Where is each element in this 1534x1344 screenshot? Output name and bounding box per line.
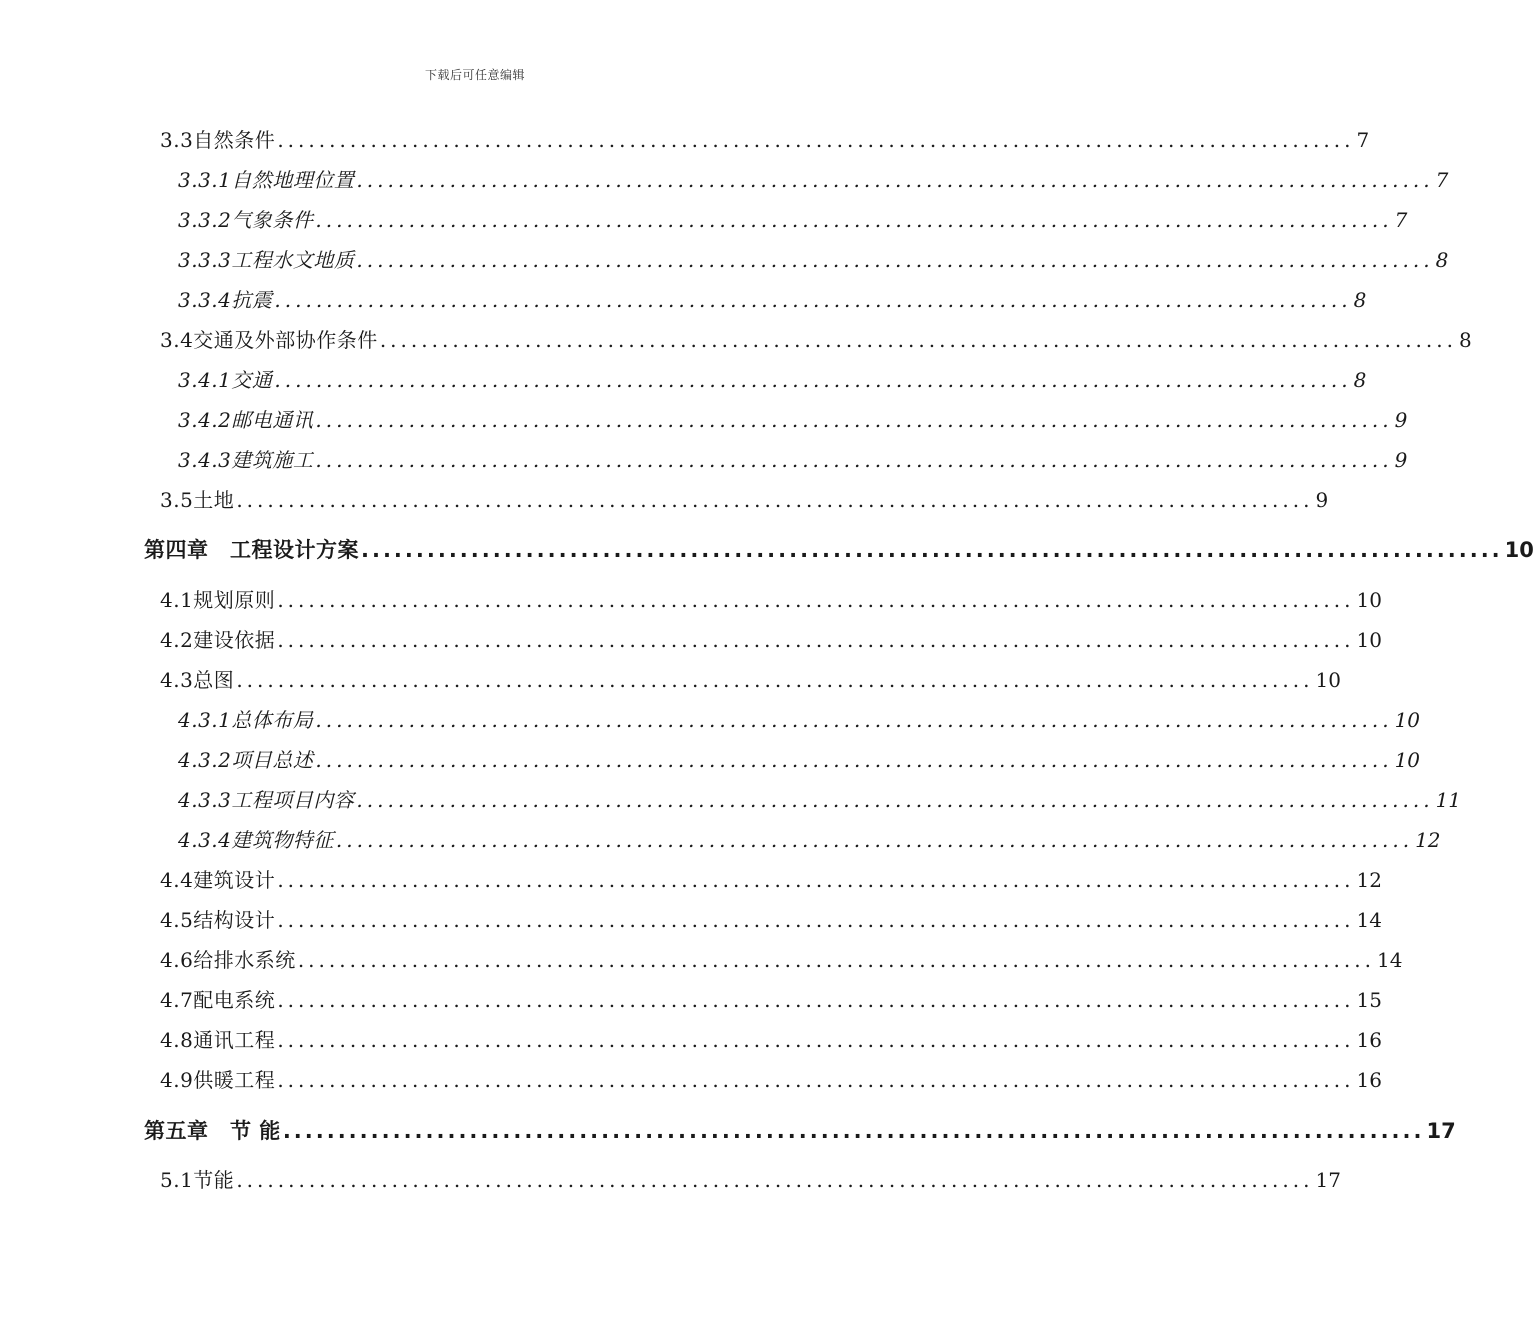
- toc-entry-label: 3.3.4抗震: [178, 288, 273, 312]
- toc-leader-dots: ........................................................................................................: [274, 368, 1352, 392]
- toc-entry-page: 11: [1435, 788, 1462, 812]
- toc-entry-label: 4.7配电系统: [160, 988, 276, 1012]
- toc-entry-label: 4.1规划原则: [160, 588, 276, 612]
- toc-leader-dots: ........................................................................................................: [379, 328, 1457, 352]
- toc-entry-label: 4.3总图: [160, 668, 235, 692]
- toc-entry[interactable]: [178, 744, 1421, 773]
- toc-entry-page: 10: [1394, 748, 1421, 772]
- toc-leader-dots: ........................................................................................................: [236, 1168, 1314, 1192]
- toc-entry-page: 10: [1356, 588, 1382, 612]
- toc-entry-page: 7: [1435, 168, 1449, 192]
- toc-entry-label: 4.5结构设计: [160, 908, 276, 932]
- toc-entry-page: 12: [1415, 828, 1441, 852]
- toc-entry-label: 4.3.1总体布局: [178, 708, 314, 732]
- toc-leader-dots: ........................................................................................................: [356, 788, 1434, 812]
- toc-entry-page: 10: [1356, 628, 1382, 652]
- toc-entry-label: 4.3.2项目总述: [178, 748, 314, 772]
- toc-entry[interactable]: [160, 904, 1382, 933]
- toc-leader-dots: ........................................................................................................: [315, 208, 1393, 232]
- toc-leader-dots: ........................................................................................................: [236, 488, 1314, 512]
- toc-entry-page: 9: [1394, 408, 1408, 432]
- toc-entry[interactable]: [160, 1064, 1382, 1093]
- toc-entry[interactable]: [178, 284, 1367, 313]
- toc-entry-label: 3.3.3工程水文地质: [178, 248, 355, 272]
- toc-entry-label: 3.3自然条件: [160, 128, 276, 152]
- toc-entry[interactable]: [178, 704, 1421, 733]
- toc-leader-dots: ........................................................................................................: [277, 1068, 1355, 1092]
- toc-chapter-page: 10: [1504, 538, 1534, 562]
- toc-entry[interactable]: [178, 824, 1441, 853]
- toc-entry-page: 9: [1315, 488, 1329, 512]
- toc-entry[interactable]: [160, 624, 1382, 653]
- toc-entry[interactable]: [160, 864, 1382, 893]
- toc-entry[interactable]: [178, 404, 1408, 433]
- toc-entry[interactable]: [160, 1164, 1341, 1193]
- toc-leader-dots: ........................................................................................................: [356, 168, 1434, 192]
- page-header-note: 下载后可任意编辑: [424, 68, 525, 82]
- toc-leader-dots: ........................................................................................................: [282, 1119, 1425, 1143]
- toc-leader-dots: ........................................................................................................: [277, 628, 1355, 652]
- toc-leader-dots: ........................................................................................................: [315, 748, 1393, 772]
- toc-leader-dots: ........................................................................................................: [277, 128, 1355, 152]
- toc-entry[interactable]: [178, 364, 1367, 393]
- toc-chapter-entry[interactable]: [144, 534, 1534, 564]
- toc-leader-dots: ........................................................................................................: [277, 908, 1355, 932]
- toc-entry-page: 16: [1356, 1068, 1382, 1092]
- toc-entry-label: 3.4.1交通: [178, 368, 273, 392]
- toc-entry-page: 17: [1315, 1168, 1341, 1192]
- toc-leader-dots: ........................................................................................................: [315, 408, 1393, 432]
- toc-entry-label: 4.2建设依据: [160, 628, 276, 652]
- toc-entry-page: 16: [1356, 1028, 1382, 1052]
- toc-entry-page: 8: [1458, 328, 1472, 352]
- toc-entry[interactable]: [160, 1024, 1382, 1053]
- toc-entry[interactable]: [160, 584, 1382, 613]
- toc-chapter-page: 17: [1426, 1119, 1456, 1143]
- toc-entry-page: 8: [1353, 368, 1367, 392]
- toc-entry-label: 4.6给排水系统: [160, 948, 296, 972]
- toc-entry[interactable]: [178, 444, 1408, 473]
- toc-entry-page: 12: [1356, 868, 1382, 892]
- toc-entry[interactable]: [178, 784, 1462, 813]
- toc-entry-page: 14: [1376, 948, 1403, 972]
- toc-entry[interactable]: [160, 324, 1472, 353]
- toc-entry-page: 9: [1394, 448, 1408, 472]
- toc-entry[interactable]: [178, 244, 1449, 273]
- toc-entry[interactable]: [160, 484, 1329, 513]
- toc-chapter-label: 第五章 节 能: [144, 1119, 281, 1143]
- toc-leader-dots: ........................................................................................................: [297, 948, 1375, 972]
- toc-leader-dots: ........................................................................................................: [356, 248, 1434, 272]
- toc-entry-page: 8: [1353, 288, 1367, 312]
- toc-leader-dots: ........................................................................................................: [335, 828, 1414, 852]
- toc-leader-dots: ........................................................................................................: [277, 868, 1355, 892]
- toc-entry-page: 10: [1315, 668, 1341, 692]
- toc-entry-label: 3.3.2气象条件: [178, 208, 314, 232]
- toc-entry-label: 3.4.3建筑施工: [178, 448, 314, 472]
- toc-entry-label: 4.3.4建筑物特征: [178, 828, 334, 852]
- toc-leader-dots: ........................................................................................................: [236, 668, 1314, 692]
- toc-entry-label: 4.9供暖工程: [160, 1068, 276, 1092]
- toc-entry-label: 3.3.1自然地理位置: [178, 168, 355, 192]
- toc-entry-label: 4.4建筑设计: [160, 868, 276, 892]
- toc-entry-label: 4.8通讯工程: [160, 1028, 276, 1052]
- toc-entry[interactable]: [160, 124, 1370, 153]
- toc-leader-dots: ........................................................................................................: [277, 988, 1355, 1012]
- toc-entry-page: 7: [1394, 208, 1408, 232]
- toc-entry-label: 4.3.3工程项目内容: [178, 788, 355, 812]
- toc-leader-dots: ........................................................................................................: [315, 708, 1393, 732]
- toc-leader-dots: ........................................................................................................: [361, 538, 1503, 562]
- toc-entry-label: 3.4交通及外部协作条件: [160, 328, 378, 352]
- toc-entry[interactable]: [160, 664, 1341, 693]
- toc-leader-dots: ........................................................................................................: [277, 588, 1355, 612]
- toc-entry-page: 15: [1356, 988, 1382, 1012]
- toc-leader-dots: ........................................................................................................: [315, 448, 1393, 472]
- toc-entry-page: 7: [1356, 128, 1370, 152]
- toc-entry-label: 3.5土地: [160, 488, 235, 512]
- toc-leader-dots: ........................................................................................................: [274, 288, 1352, 312]
- toc-chapter-label: 第四章 工程设计方案: [144, 538, 359, 562]
- toc-entry-label: 3.4.2邮电通讯: [178, 408, 314, 432]
- toc-entry[interactable]: [178, 204, 1408, 233]
- toc-leader-dots: ........................................................................................................: [277, 1028, 1355, 1052]
- toc-chapter-entry[interactable]: [144, 1115, 1456, 1145]
- toc-entry[interactable]: [160, 944, 1403, 973]
- toc-entry-page: 8: [1435, 248, 1449, 272]
- toc-entry-label: 5.1节能: [160, 1168, 235, 1192]
- toc-entry-page: 14: [1356, 908, 1382, 932]
- toc-entry[interactable]: [160, 984, 1382, 1013]
- toc-entry-page: 10: [1394, 708, 1421, 732]
- toc-entry[interactable]: [178, 164, 1449, 193]
